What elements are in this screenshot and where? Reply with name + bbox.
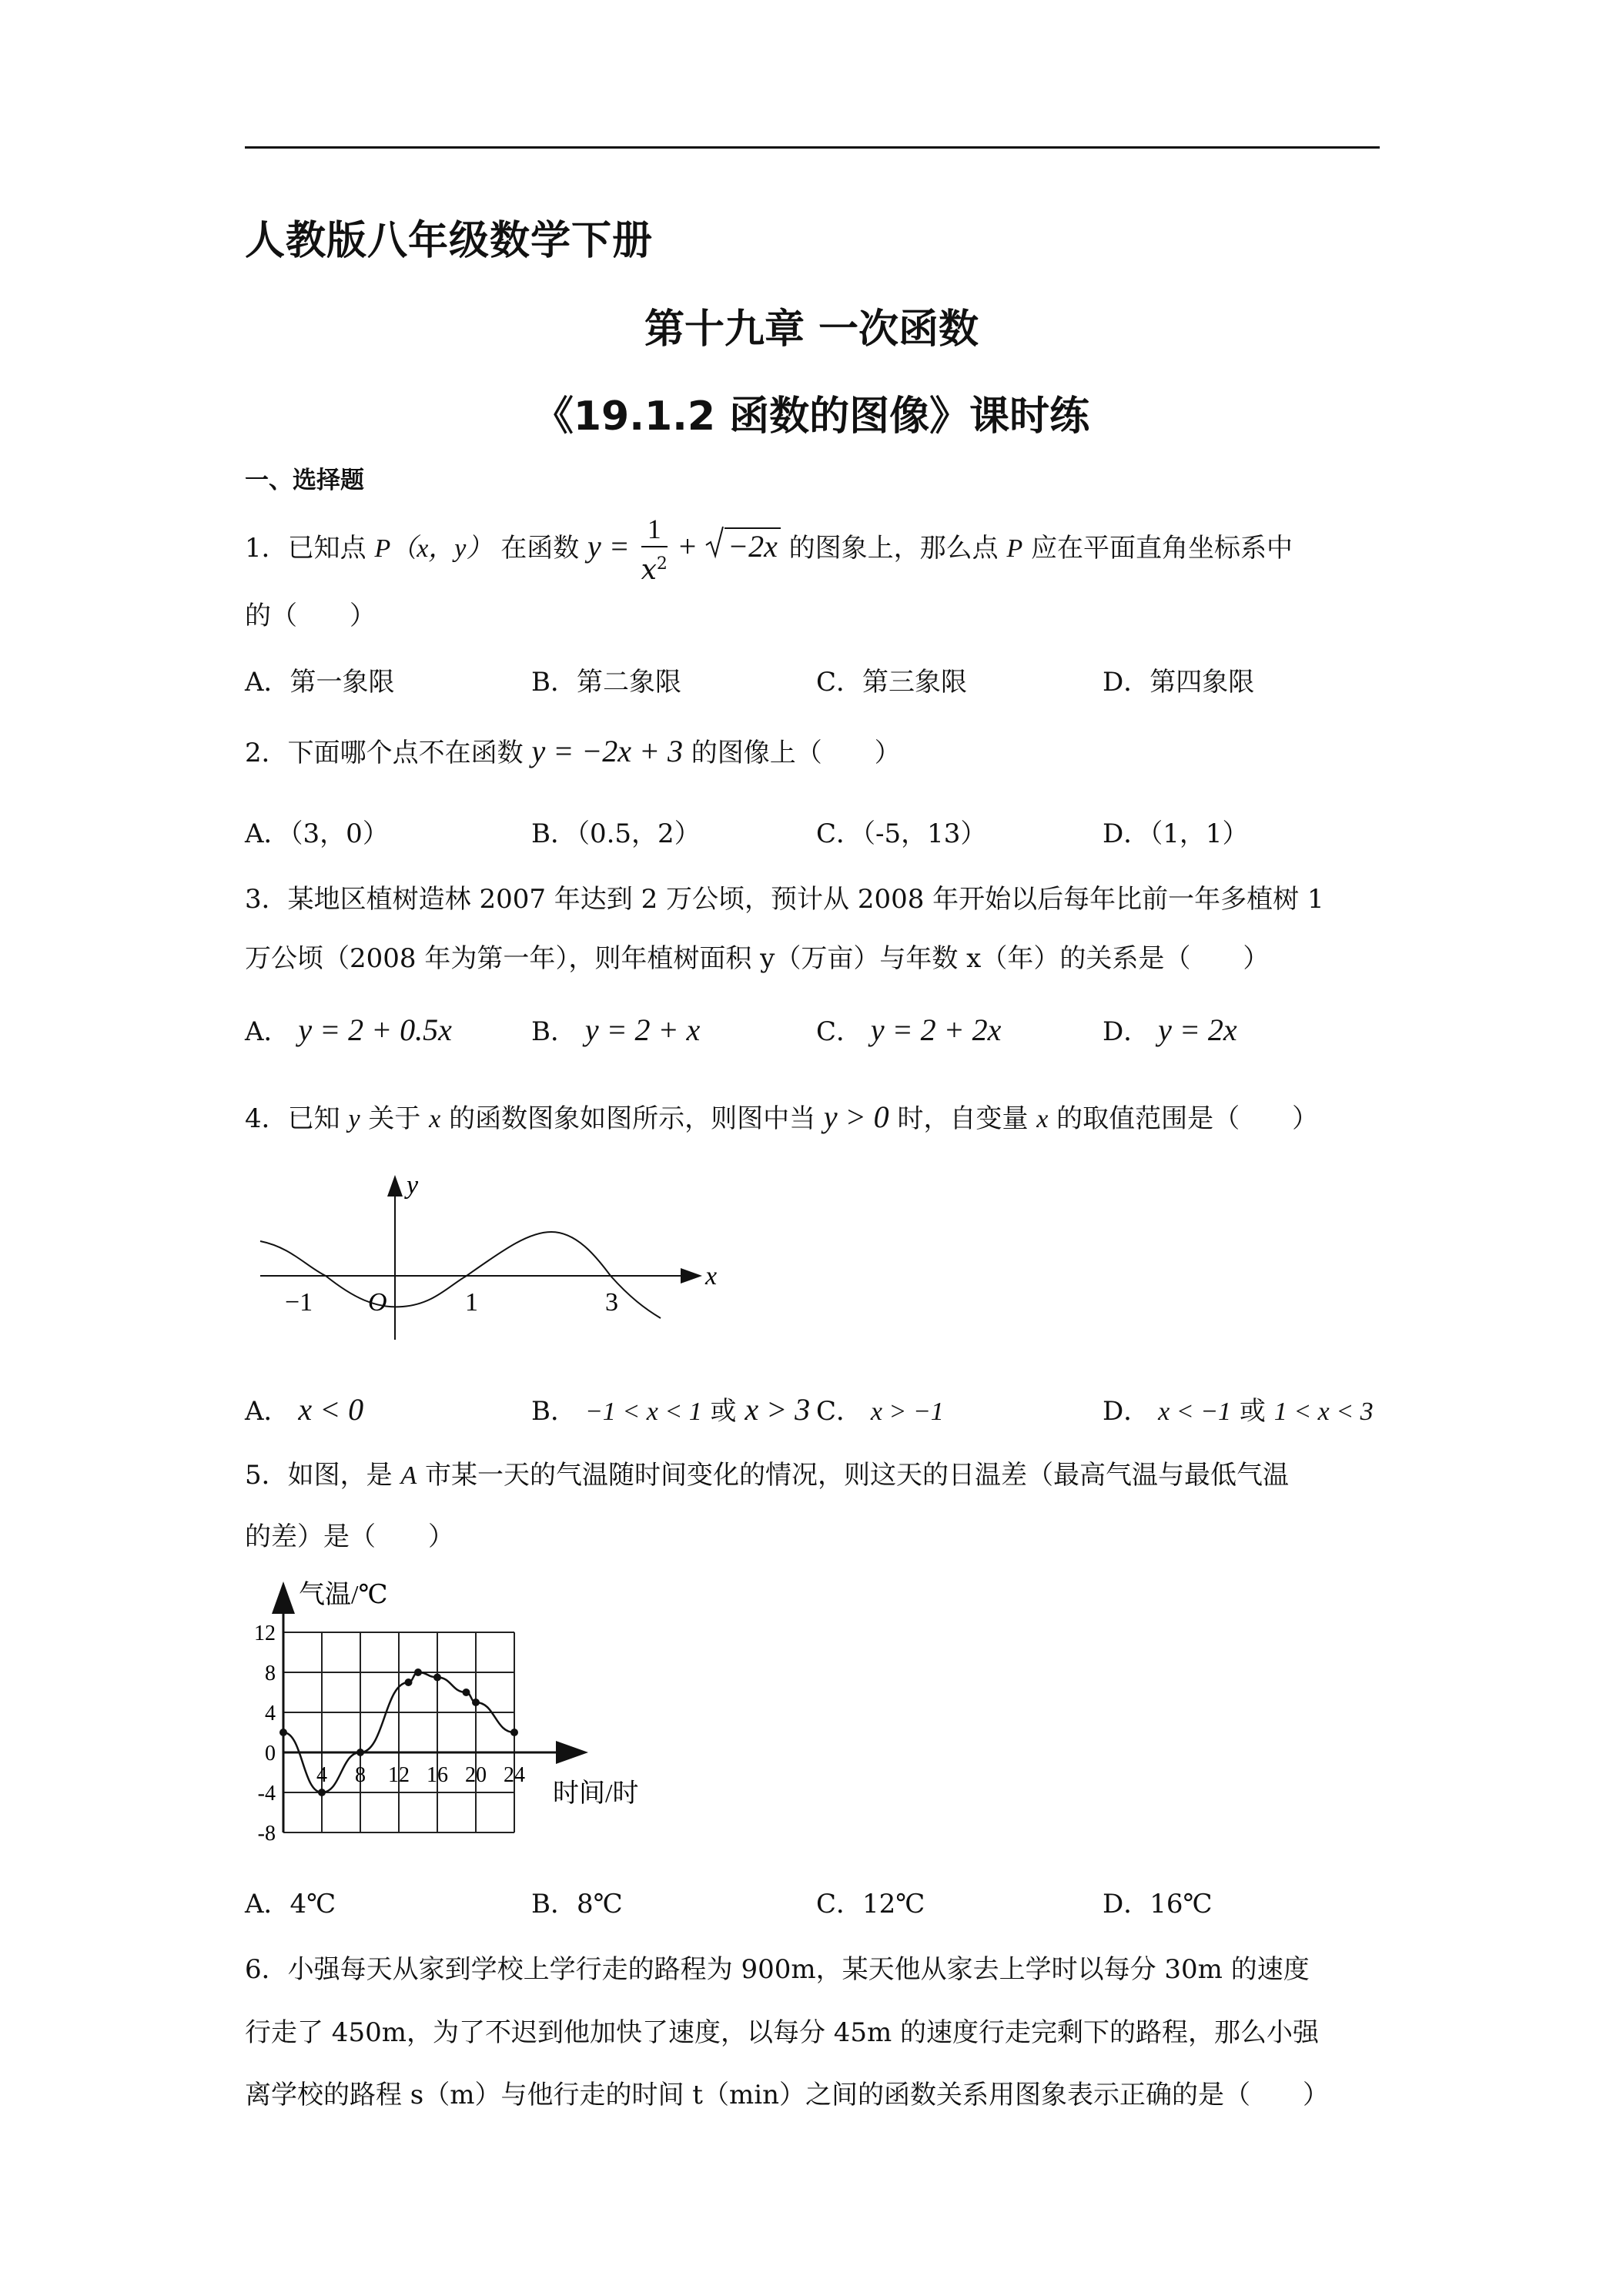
q3-option-d[interactable]: D． y = 2x: [1103, 1012, 1237, 1047]
y-axis-title: 气温/℃: [299, 1581, 388, 1609]
q4-option-d[interactable]: D． x < −1 或 1 < x < 3: [1103, 1396, 1374, 1427]
fraction: $\frac{1}{x^2}$: [641, 514, 668, 586]
question-6-line-1: 6．小强每天从家到学校上学行走的路程为 900m，某天他从家去上学时以每分 30m 的速度: [245, 1954, 1310, 1985]
question-4: 4．已知 y 关于 x 的函数图象如图所示，则图中当 y > 0 时，自变量 x 的取值范围是（ ）: [245, 1099, 1319, 1134]
chart-axes: [283, 1586, 584, 1832]
question-1-line-1: 1．已知点 P（x，y） 在函数 y = $\frac{1}{x^2}$ + −2x 的图象上，那么点 P 应在平面直角坐标系中: [245, 514, 1293, 586]
q3-option-b[interactable]: B． y = 2 + x: [531, 1012, 701, 1047]
data-point: [433, 1674, 441, 1682]
formula-lhs: y =: [587, 529, 630, 564]
tick-label-3: 3: [605, 1288, 618, 1317]
x-tick-label: 12: [388, 1763, 410, 1787]
data-point: [356, 1749, 364, 1756]
q5-option-a[interactable]: A．4℃: [245, 1889, 336, 1919]
y-tick-label: 12: [254, 1622, 276, 1645]
data-point: [510, 1729, 518, 1736]
q5-option-c[interactable]: C．12℃: [816, 1889, 925, 1919]
q4-option-a[interactable]: A． x < 0: [245, 1392, 364, 1427]
data-point: [414, 1668, 422, 1676]
question-3-line-2: 万公顷（2008 年为第一年），则年植树面积 y（万亩）与年数 x（年）的关系是（ ）: [245, 943, 1270, 974]
x-axis-title: 时间/时: [553, 1779, 639, 1808]
q5-option-d[interactable]: D．16℃: [1103, 1889, 1213, 1919]
y-tick-label: -4: [257, 1782, 276, 1806]
chart-ticks: [254, 1622, 525, 1846]
wave-function-chart: [245, 1170, 738, 1340]
q1-option-b[interactable]: B．第二象限: [531, 667, 681, 698]
q4-option-c[interactable]: C． x > −1: [816, 1396, 944, 1427]
y-tick-label: 0: [265, 1742, 276, 1766]
tick-label-1: 1: [465, 1288, 478, 1317]
y-tick-label: 8: [265, 1662, 276, 1685]
question-3-line-1: 3．某地区植树造林 2007 年达到 2 万公顷，预计从 2008 年开始以后每年比前一年多植树 1: [245, 884, 1324, 915]
formula: y = −2x + 3: [531, 734, 683, 768]
question-5-line-1: 5．如图，是 A 市某一天的气温随时间变化的情况，则这天的日温差（最高气温与最低气温: [245, 1460, 1290, 1491]
q4-option-b[interactable]: B． −1 < x < 1 或 x > 3: [531, 1392, 811, 1427]
y-axis-label: y: [407, 1171, 419, 1200]
q2-option-b[interactable]: B．（0.5，2）: [531, 818, 701, 849]
temperature-chart: [245, 1571, 676, 1848]
q1-option-d[interactable]: D．第四象限: [1103, 667, 1255, 698]
x-tick-label: 20: [465, 1763, 487, 1787]
q1-option-c[interactable]: C．第三象限: [816, 667, 968, 698]
q2-option-a[interactable]: A．（3，0）: [245, 818, 389, 849]
q2-option-d[interactable]: D．（1，1）: [1103, 818, 1249, 849]
question-6-line-3: 离学校的路程 s（m）与他行走的时间 t（min）之间的函数关系用图象表示正确的是（ ）: [245, 2080, 1329, 2110]
data-point: [405, 1678, 413, 1686]
point-p: P（x，y）: [374, 534, 493, 563]
question-2: 2．下面哪个点不在函数 y = −2x + 3 的图像上（ ）: [245, 734, 901, 768]
sqrt-sign-icon: [704, 525, 724, 559]
data-point: [472, 1699, 480, 1706]
data-point: [318, 1789, 326, 1796]
sqrt-expression: −2x: [704, 528, 781, 564]
tick-label-neg1: −1: [285, 1288, 313, 1317]
y-tick-label: -8: [257, 1822, 276, 1846]
data-point: [279, 1729, 287, 1736]
document-title: 人教版八年级数学下册: [245, 218, 654, 264]
origin-label: O: [368, 1288, 387, 1317]
x-tick-label: 4: [316, 1763, 327, 1787]
section-heading: 一、选择题: [245, 467, 364, 494]
question-1-line-2: 的（ ）: [245, 601, 376, 631]
data-point: [463, 1689, 470, 1696]
question-5-line-2: 的差）是（ ）: [245, 1521, 454, 1552]
q5-option-b[interactable]: B．8℃: [531, 1889, 623, 1919]
y-tick-label: 4: [265, 1702, 276, 1725]
lesson-title: 《19.1.2 函数的图像》课时练: [533, 393, 1090, 440]
x-tick-label: 24: [504, 1763, 525, 1787]
x-axis-label: x: [705, 1262, 718, 1290]
x-tick-label: 8: [355, 1763, 366, 1787]
chapter-title: 第十九章 一次函数: [644, 306, 979, 353]
q1-option-a[interactable]: A．第一象限: [245, 667, 395, 698]
question-6-line-2: 行走了 450m，为了不迟到他加快了速度，以每分 45m 的速度行走完剩下的路程，那么小强: [245, 2017, 1320, 2048]
x-tick-label: 16: [427, 1763, 448, 1787]
chart-grid: [283, 1632, 514, 1832]
q2-option-c[interactable]: C．（-5，13）: [816, 818, 987, 849]
header-rule: [245, 146, 1380, 149]
q3-option-a[interactable]: A． y = 2 + 0.5x: [245, 1012, 452, 1047]
q3-option-c[interactable]: C． y = 2 + 2x: [816, 1012, 1002, 1047]
